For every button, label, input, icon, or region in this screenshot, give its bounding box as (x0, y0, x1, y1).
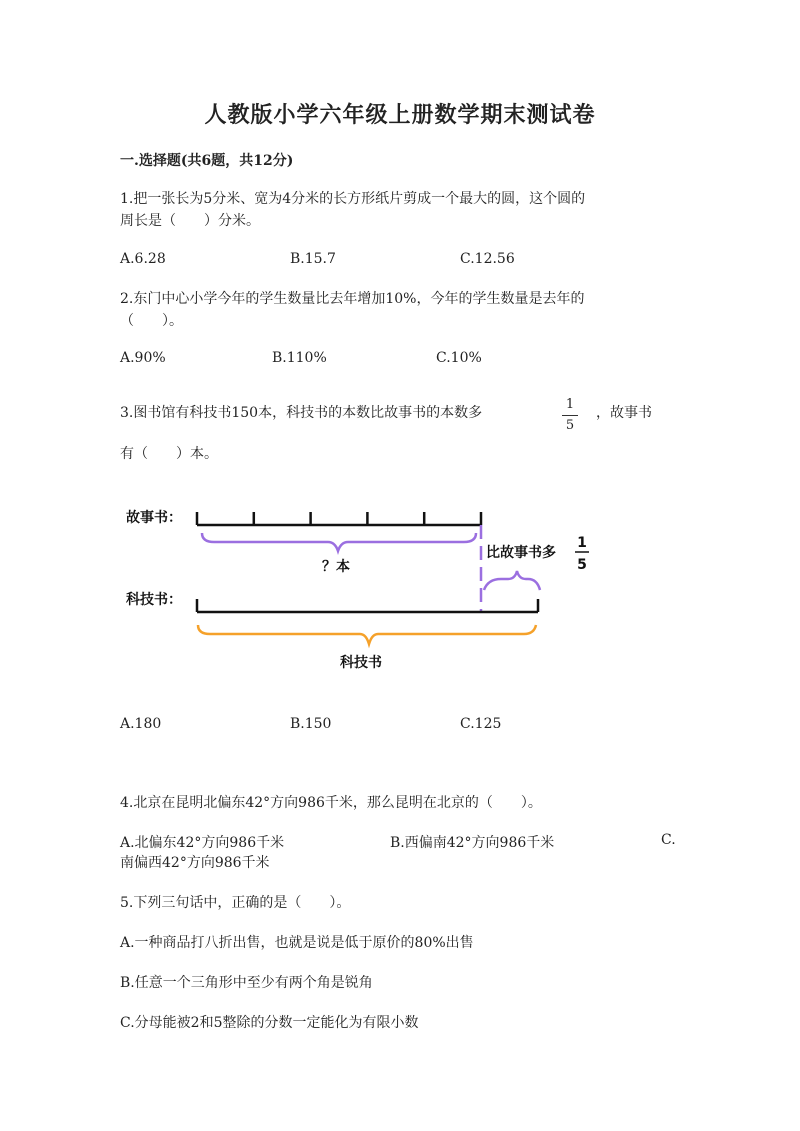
fraction-bar (562, 415, 578, 416)
compare-fraction-denominator: 5 (577, 557, 587, 573)
question-3-fraction (562, 396, 578, 435)
question-3-option-b: B.150 (290, 716, 332, 732)
fraction-numerator: 1 (565, 397, 575, 412)
question-3-line-1: 3.图书馆有科技书150本，科技书的本数比故事书的本数多 (120, 405, 483, 421)
question-1-option-b: B.15.7 (290, 251, 336, 267)
question-5-option-c: C.分母能被2和5整除的分数一定能化为有限小数 (120, 1015, 419, 1031)
extra-part-brace (484, 571, 540, 590)
line-segment-diagram (110, 495, 610, 680)
question-4-option-a: A.北偏东42°方向986千米 (120, 835, 285, 851)
question-3-line-2: 有（ ）本。 (120, 446, 218, 462)
story-book-label: 故事书： (126, 510, 182, 526)
tech-book-label: 科技书： (126, 592, 182, 608)
fraction-denominator: 5 (565, 418, 575, 433)
question-2-option-b: B.110% (272, 350, 327, 366)
question-4-option-c: C. (661, 832, 676, 848)
story-book-ticks (197, 512, 481, 525)
question-1-option-c: C.12.56 (460, 251, 515, 267)
tech-book-segment (197, 599, 538, 612)
question-2-option-a: A.90% (120, 350, 166, 366)
story-book-brace (202, 533, 476, 551)
question-2-line-1: 2.东门中心小学今年的学生数量比去年增加10%，今年的学生数量是去年的 (120, 291, 585, 307)
question-4-line-1: 4.北京在昆明北偏东42°方向986千米，那么昆明在北京的（ ）。 (120, 795, 542, 811)
tech-book-brace (198, 625, 536, 644)
section-heading: 一.选择题(共6题，共12分) (120, 153, 294, 169)
question-3-line-1-end: ，故事书 (596, 405, 652, 421)
page-title: 人教版小学六年级上册数学期末测试卷 (204, 102, 596, 128)
question-4-option-c-continued: 南偏西42°方向986千米 (120, 855, 270, 871)
compare-label: 比故事书多 (486, 545, 556, 561)
question-3-option-c: C.125 (460, 716, 502, 732)
question-5-line-1: 5.下列三句话中，正确的是（ ）。 (120, 895, 351, 911)
compare-fraction-numerator: 1 (577, 535, 587, 551)
question-1-option-a: A.6.28 (120, 251, 166, 267)
question-1-line-1: 1.把一张长为5分米、宽为4分米的长方形纸片剪成一个最大的圆，这个圆的 (120, 191, 586, 207)
question-5-option-b: B.任意一个三角形中至少有两个角是锐角 (120, 975, 373, 991)
question-2-option-c: C.10% (436, 350, 482, 366)
question-4-option-b: B.西偏南42°方向986千米 (390, 835, 555, 851)
tech-book-brace-label: 科技书 (340, 655, 382, 671)
question-3-option-a: A.180 (120, 716, 162, 732)
question-1-line-2: 周长是（ ）分米。 (120, 213, 260, 229)
question-2-line-2: （ ）。 (120, 313, 183, 329)
story-book-brace-label: ？本 (322, 559, 350, 575)
question-5-option-a: A.一种商品打八折出售，也就是说是低于原价的80%出售 (120, 935, 474, 951)
